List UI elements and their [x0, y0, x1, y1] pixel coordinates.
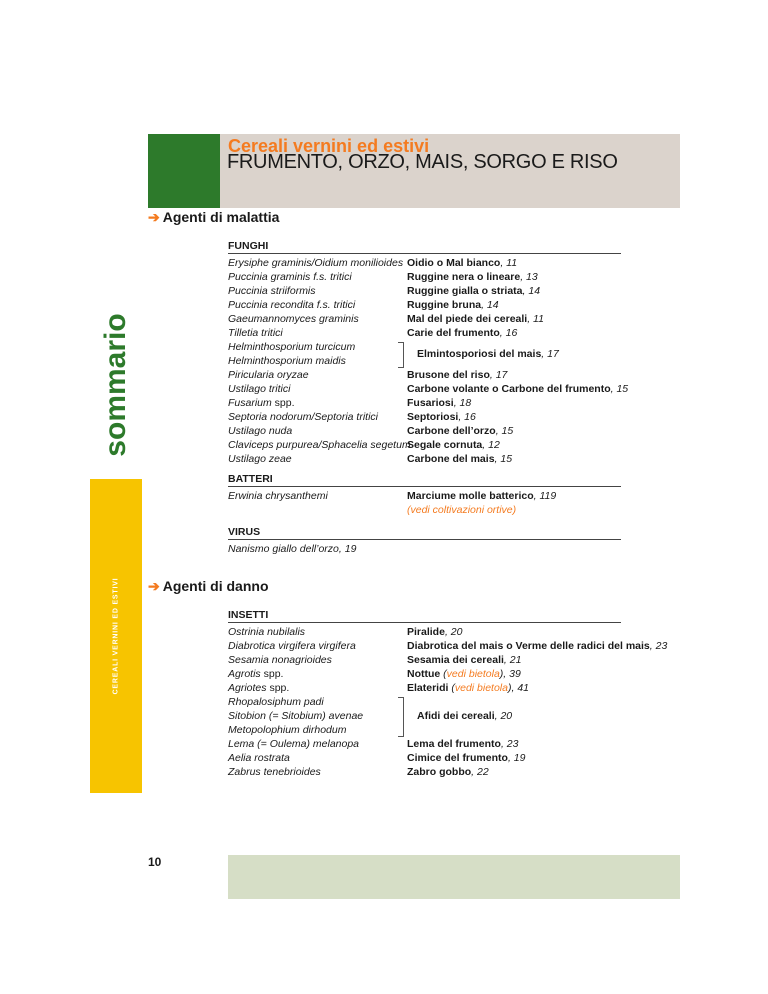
page-ref: , 11 — [527, 313, 544, 325]
page-number: 10 — [148, 855, 162, 869]
chapter-side-tab — [90, 479, 142, 793]
page-ref: , 12 — [482, 439, 500, 451]
paren: ( — [440, 668, 447, 680]
common-name — [407, 737, 518, 751]
common-text: Lema del frumento — [407, 738, 501, 750]
page-ref: , 14 — [522, 285, 541, 297]
page-subtitle: FRUMENTO, ORZO, MAIS, SORGO E RISO — [227, 151, 618, 173]
latin-text: Erysiphe graminis/Oidium monilioides — [228, 257, 404, 269]
common-text: Nottue — [407, 668, 441, 680]
page-ref: , 39 — [503, 668, 521, 680]
latin-text: Fusarium — [228, 397, 272, 409]
latin-text: Tilletia tritici — [228, 327, 283, 339]
latin-text: Aelia rostrata — [228, 752, 290, 764]
page-ref: , 119 — [533, 490, 557, 502]
section-heading-malattia: ➔ Agenti di malattia — [148, 209, 280, 225]
page-ref: , 23 — [500, 738, 519, 750]
page-ref: , 41 — [511, 682, 529, 694]
latin-name — [228, 256, 403, 270]
latin-name — [228, 452, 292, 466]
side-tab-label: CEREALI VERNINI ED ESTIVI — [112, 577, 120, 695]
page-ref: , 16 — [499, 327, 518, 339]
sommario-label: sommario — [99, 313, 132, 457]
common-text: Ruggine nera o lineare — [407, 271, 521, 283]
latin-name — [228, 737, 359, 751]
arrow-right-icon: ➔ — [148, 578, 160, 594]
latin-text: Gaeumannomyces graminis — [228, 313, 359, 325]
group-brace — [398, 342, 404, 368]
latin-name — [228, 667, 283, 681]
page-ref: , 15 — [494, 453, 513, 465]
latin-text: Septoria nodorum/Septoria tritici — [228, 411, 378, 423]
common-name — [407, 653, 521, 667]
common-name — [407, 681, 529, 695]
latin-text: Claviceps purpurea/Sphacelia segetum — [228, 439, 411, 451]
common-text: Carie del frumento — [407, 327, 500, 339]
latin-name — [228, 340, 355, 354]
latin-text: Piricularia oryzae — [228, 369, 309, 381]
common-text: Carbone dell’orzo — [407, 425, 496, 437]
section-heading-danno: ➔ Agenti di danno — [148, 578, 269, 594]
page-ref: , 20 — [444, 626, 463, 638]
latin-name — [228, 751, 290, 765]
page-ref: , 14 — [481, 299, 499, 311]
latin-name — [228, 709, 363, 723]
category-virus: VIRUS — [228, 526, 261, 538]
common-name — [407, 396, 471, 410]
page-ref: , 15 — [495, 425, 514, 437]
common-name — [407, 667, 521, 681]
common-text: Sesamia dei cereali — [407, 654, 504, 666]
page-ref: , 23 — [649, 640, 668, 652]
latin-text: Puccinia striiformis — [228, 285, 316, 297]
header-green-block — [148, 134, 220, 208]
category-insetti: INSETTI — [228, 609, 269, 621]
latin-text: Puccinia recondita f.s. tritici — [228, 299, 356, 311]
common-text: Diabrotica del mais o Verme delle radici del mais — [407, 640, 650, 652]
page-ref: , 16 — [458, 411, 476, 423]
latin-text: Nanismo giallo dell’orzo — [228, 543, 339, 555]
latin-text: Ostrinia nubilalis — [228, 626, 306, 638]
common-name — [407, 270, 538, 284]
latin-text: Helminthosporium maidis — [228, 355, 346, 367]
common-text: Piralide — [407, 626, 445, 638]
latin-name — [228, 489, 328, 503]
page-ref: , 17 — [541, 348, 559, 360]
category-funghi: FUNGHI — [228, 240, 269, 252]
common-text: Mal del piede dei cereali — [407, 313, 528, 325]
latin-text: Ustilago zeae — [228, 453, 292, 465]
page-ref: , 18 — [453, 397, 472, 409]
common-name — [407, 326, 517, 340]
cross-reference-note: (vedi coltivazioni ortive) — [407, 504, 517, 516]
latin-name — [228, 542, 356, 556]
page-title: Cereali vernini ed estivi — [228, 136, 430, 156]
common-text: Cimice del frumento — [407, 752, 508, 764]
latin-text: Agrotis — [228, 668, 261, 680]
common-text: Zabro gobbo — [407, 766, 472, 778]
latin-name — [228, 653, 332, 667]
latin-name — [228, 368, 309, 382]
latin-name — [228, 298, 355, 312]
common-text: Afidi dei cereali — [417, 710, 495, 722]
latin-name — [228, 639, 356, 653]
common-name — [407, 298, 499, 312]
common-name — [407, 625, 462, 639]
common-text: Segale cornuta — [407, 439, 483, 451]
common-text: Brusone del riso — [407, 369, 490, 381]
common-text: Elateridi — [407, 682, 449, 694]
common-name — [417, 347, 559, 361]
latin-name — [228, 438, 411, 452]
latin-text: Ustilago nuda — [228, 425, 293, 437]
latin-suffix: spp. — [260, 668, 284, 680]
common-text: Carbone del mais — [407, 453, 495, 465]
common-name — [407, 312, 544, 326]
latin-name — [228, 270, 352, 284]
cross-reference: vedi bietola — [446, 668, 500, 680]
paren: ) — [499, 668, 504, 680]
common-name — [407, 382, 628, 396]
common-name — [407, 424, 513, 438]
arrow-right-icon: ➔ — [148, 209, 160, 225]
common-name — [407, 410, 476, 424]
latin-text: Helminthosporium turcicum — [228, 341, 356, 353]
latin-name — [228, 765, 321, 779]
latin-name — [228, 354, 346, 368]
latin-name — [228, 695, 324, 709]
common-text: Ruggine bruna — [407, 299, 482, 311]
page-ref: , 19 — [507, 752, 526, 764]
latin-text: Zabrus tenebrioides — [228, 766, 321, 778]
latin-name — [228, 410, 378, 424]
paren: ( — [448, 682, 455, 694]
latin-name — [228, 284, 316, 298]
latin-name — [228, 382, 290, 396]
latin-suffix: spp. — [271, 397, 295, 409]
page-ref: , 20 — [494, 710, 513, 722]
latin-name — [228, 424, 292, 438]
cross-reference: vedi bietola — [454, 682, 508, 694]
latin-text: Puccinia graminis f.s. tritici — [228, 271, 352, 283]
common-name — [407, 256, 517, 270]
footer-box — [228, 855, 680, 899]
common-text: Elmintosporiosi del mais — [417, 348, 542, 360]
common-text: Septoriosi — [407, 411, 459, 423]
latin-text: Erwinia chrysanthemi — [228, 490, 328, 502]
common-name — [407, 489, 556, 503]
common-text: Ruggine gialla o striata — [407, 285, 523, 297]
page-ref: , 19 — [338, 543, 357, 555]
latin-text: Lema (= Oulema) melanopa — [228, 738, 360, 750]
latin-name — [228, 326, 283, 340]
latin-text: Agriotes — [228, 682, 267, 694]
page-ref: , 15 — [610, 383, 629, 395]
common-text: Marciume molle batterico — [407, 490, 534, 502]
paren: ) — [507, 682, 512, 694]
common-text: Carbone volante o Carbone del frumento — [407, 383, 611, 395]
common-name — [407, 284, 540, 298]
common-name — [417, 709, 512, 723]
common-name — [407, 368, 507, 382]
latin-text: Sesamia nonagrioides — [228, 654, 332, 666]
common-name — [407, 765, 489, 779]
latin-text: Rhopalosiphum padi — [228, 696, 324, 708]
latin-text: Ustilago tritici — [228, 383, 291, 395]
common-text: Fusariosi — [407, 397, 454, 409]
common-name — [407, 438, 500, 452]
divider — [228, 622, 621, 623]
common-name — [407, 751, 525, 765]
group-brace — [398, 697, 404, 737]
latin-name — [228, 723, 346, 737]
latin-text: Sitobion (= Sitobium) avenae — [228, 710, 364, 722]
latin-name — [228, 681, 289, 695]
latin-name — [228, 625, 305, 639]
page-ref: , 21 — [503, 654, 522, 666]
divider — [228, 253, 621, 254]
latin-text: Diabrotica virgifera virgifera — [228, 640, 356, 652]
latin-name — [228, 312, 359, 326]
common-text: Oidio o Mal bianco — [407, 257, 501, 269]
latin-text: Metopolophium dirhodum — [228, 724, 347, 736]
latin-name — [228, 396, 295, 410]
common-name — [407, 639, 667, 653]
divider — [228, 486, 621, 487]
common-name — [407, 452, 512, 466]
page-ref: , 22 — [471, 766, 489, 778]
category-batteri: BATTERI — [228, 473, 273, 485]
divider — [228, 539, 621, 540]
page-ref: , 13 — [520, 271, 538, 283]
page-ref: , 11 — [500, 257, 518, 269]
page-ref: , 17 — [489, 369, 508, 381]
latin-suffix: spp. — [266, 682, 290, 694]
